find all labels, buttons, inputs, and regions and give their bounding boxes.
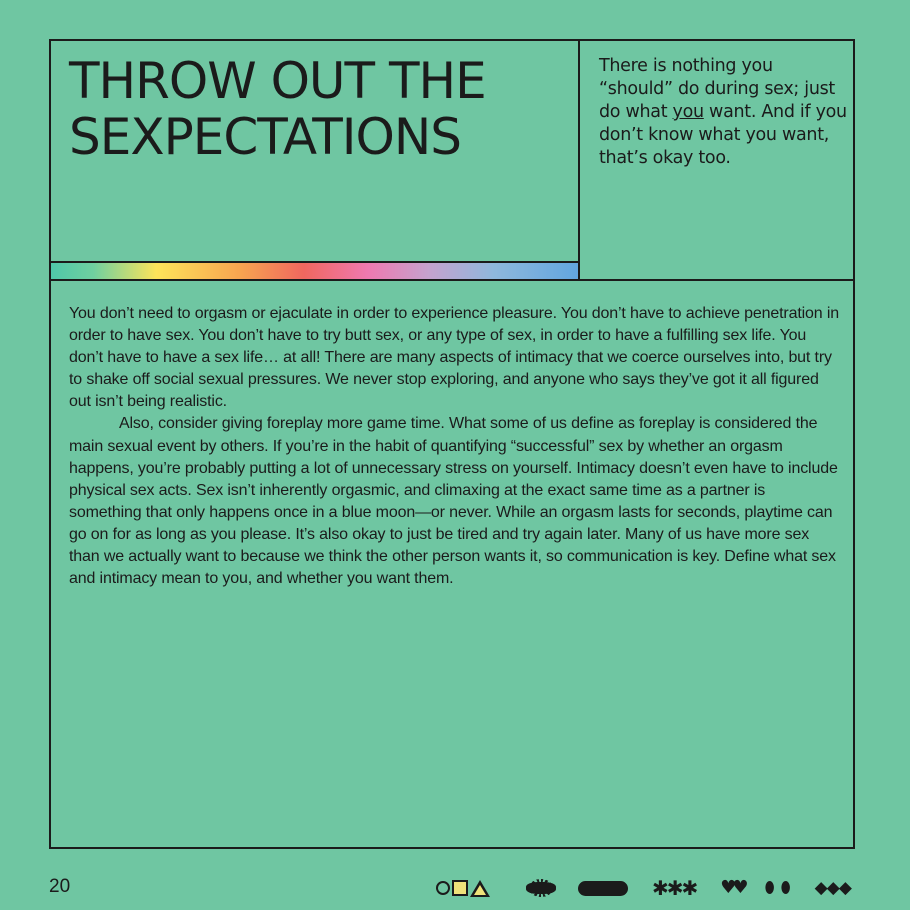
- title-line-1: THROW OUT THE: [69, 52, 486, 110]
- splat-icon: [526, 882, 556, 894]
- page-title: [69, 53, 486, 165]
- drops-icon: ⬮⬮: [764, 878, 797, 897]
- title-line-2: SEXPECTATIONS: [69, 108, 462, 166]
- diamonds-icon: ◆◆◆: [814, 878, 851, 898]
- aside-callout: [599, 55, 849, 170]
- paragraph-2: Also, consider giving foreplay more game time. What some of us define as foreplay is considered the main sexual event by others. If you’re in the habit of quantifying “successful” sex by whether an orgasm happens, you’re probably putting a lot of unnecessary stress on yourself. Intimacy doesn’t even have to include physical sex acts. Sex isn’t inherently orgasmic, and climaxing at the exact same time as a partner is something that only happens once in a blue moon—or never. While an orgasm lasts for seconds, playtime can go on for as long as you please. It’s also okay to just be tired and try again later. Many of us have more sex than we actually want to because we think the other person wants it, so communication is key. Define what sex and intimacy mean to you, and whether you want them.: [69, 415, 838, 588]
- paragraph-1: You don’t need to orgasm or ejaculate in order to experience pleasure. You don’t have to achieve penetration in order to have sex. You don’t have to try butt sex, or any type of sex, in order to have a fulfilling sex life. You don’t have to have a sex life… at all! There are many aspects of intimacy that we coerce ourselves into, but try to shake off social sexual pressures. We never stop exploring, and anyone who says they’ve got it all figured out isn’t being realistic.: [69, 305, 839, 411]
- pill-icon: [578, 881, 628, 896]
- aside-text-start: There is nothing you “should” do during sex; just do what: [599, 56, 835, 122]
- aside-emphasis: you: [672, 102, 704, 122]
- triangle-icon: [470, 880, 490, 897]
- circle-icon: [436, 881, 450, 895]
- square-icon: [452, 880, 468, 896]
- aside-text-end: want. And if you don’t know what you want, that’s okay too.: [599, 102, 847, 168]
- body-text: [69, 303, 839, 590]
- stars-icon: ✱✱✱: [652, 876, 697, 900]
- hearts-icon: ♥♥: [720, 877, 745, 898]
- title-box: [51, 41, 580, 281]
- page-number: 20: [49, 876, 71, 897]
- rainbow-gradient-bar: [51, 261, 578, 281]
- footer-icon-row: [436, 877, 851, 899]
- section-divider: [51, 279, 853, 281]
- page-frame: [49, 39, 855, 849]
